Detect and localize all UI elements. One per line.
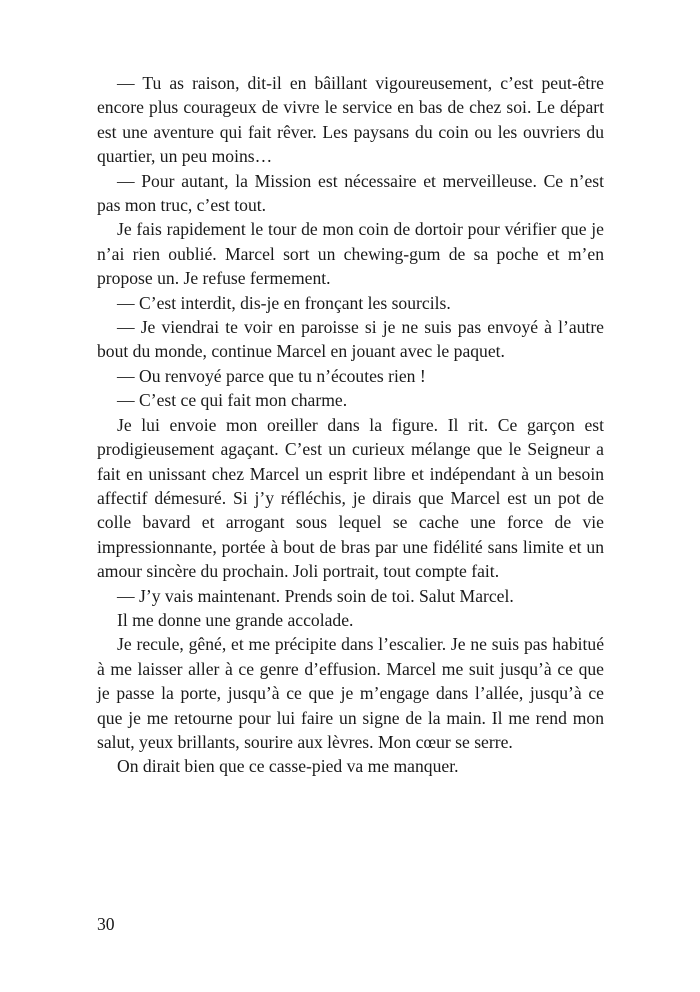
paragraph: — Pour autant, la Mission est nécessaire et merveilleuse. Ce n’est pas mon truc, c’est tout. — [97, 170, 604, 216]
paragraph: — C’est ce qui fait mon charme. — [117, 390, 348, 411]
page-number: 30 — [97, 914, 115, 934]
paragraph: — Ou renvoyé parce que tu n’écoutes rien ! — [117, 365, 426, 386]
body-text — [97, 71, 604, 779]
paragraph: Je fais rapidement le tour de mon coin de dortoir pour vérifier que je n’ai rien oublié. Marcel sort un chewing-gum de sa poche et m’en propose un. Je refuse fermement. — [97, 219, 604, 289]
paragraph: — J’y vais maintenant. Prends soin de toi. Salut Marcel. — [117, 585, 514, 606]
paragraph: Je lui envoie mon oreiller dans la figure. Il rit. Ce garçon est prodigieusement agaçant. C’est un curieux mélange que le Seigneur a fait en unissant chez Marcel un esprit libre et indépendant à un besoin affectif démesuré. Si j’y réfléchis, je dirais que Marcel est un pot de colle bavard et arrogant sous lequel se cache une force de vie impressionnante, portée à bout de bras par une fidélité sans limite et un amour sincère du prochain. Joli portrait, tout compte fait. — [97, 414, 604, 582]
paragraph: — C’est interdit, dis-je en fronçant les sourcils. — [117, 292, 451, 313]
paragraph: On dirait bien que ce casse-pied va me manquer. — [117, 756, 459, 777]
paragraph: Je recule, gêné, et me précipite dans l’escalier. Je ne suis pas habitué à me laisser aller à ce genre d’effusion. Marcel me suit jusqu’à ce que je passe la porte, jusqu’à ce que je m’engage dans l’allée, jusqu’à ce que je me retourne pour lui faire un signe de la main. Il me rend mon salut, yeux brillants, sourire aux lèvres. Mon cœur se serre. — [97, 634, 604, 752]
paragraph: Il me donne une grande accolade. — [117, 609, 354, 630]
paragraph: — Tu as raison, dit-il en bâillant vigoureusement, c’est peut-être encore plus courageux de vivre le service en bas de chez soi. Le départ est une aventure qui fait rêver. Les paysans du coin ou les ouvriers du quartier, un peu moins… — [97, 73, 604, 167]
paragraph: — Je viendrai te voir en paroisse si je ne suis pas envoyé à l’autre bout du monde, continue Marcel en jouant avec le paquet. — [97, 317, 604, 362]
